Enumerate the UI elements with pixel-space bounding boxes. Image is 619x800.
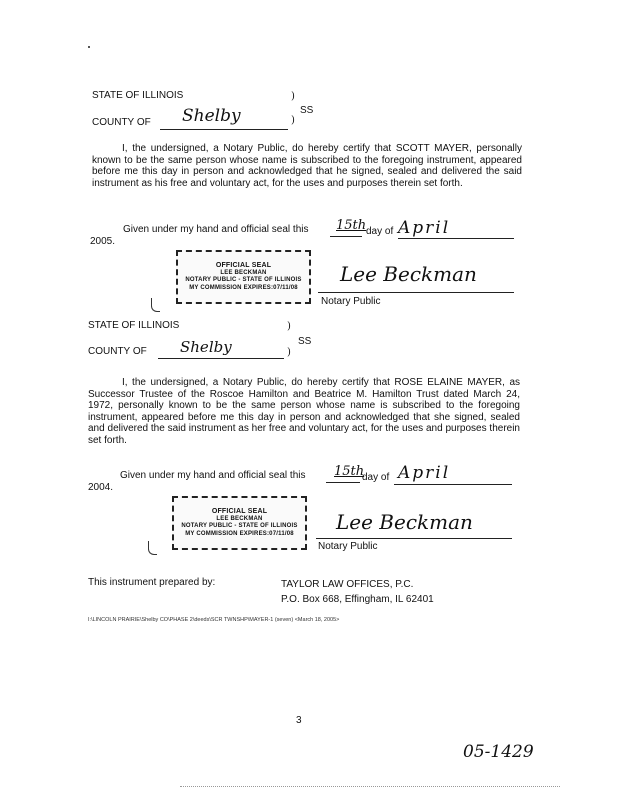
month-handwritten-1: April: [398, 218, 451, 238]
signature-line-1: [318, 292, 514, 293]
year-text-1: 2005.: [90, 236, 116, 247]
county-label-2: COUNTY OF: [88, 346, 147, 357]
state-heading-2: STATE OF ILLINOIS: [88, 320, 180, 331]
page-number: 3: [296, 715, 302, 726]
signature-line-2: [316, 538, 512, 539]
seal-line2-1: MY COMMISSION EXPIRES:07/11/08: [189, 284, 298, 291]
brace-1-top: ): [291, 91, 295, 102]
seal-line1-1: NOTARY PUBLIC - STATE OF ILLINOIS: [185, 277, 302, 283]
county-handwritten-1: Shelby: [182, 106, 241, 126]
scan-mark-1: [151, 298, 160, 312]
brace-2-bottom: ): [287, 347, 291, 358]
scan-speck: [88, 46, 90, 48]
county-handwritten-2: Shelby: [180, 338, 232, 356]
notary-public-label-1: Notary Public: [321, 296, 381, 307]
given-text-2: Given under my hand and official seal this: [120, 470, 306, 481]
file-path-footer: I:\LINCOLN PRAIRIE\Shelby CO\PHASE 2\deeds\SCR TWNSHP\MAYER-1 (seven) <March 18, 2005>: [88, 617, 340, 623]
scan-mark-2: [148, 541, 157, 555]
seal-line1-2: NOTARY PUBLIC - STATE OF ILLINOIS: [181, 523, 298, 529]
prepared-by-label: This instrument prepared by:: [88, 577, 216, 588]
day-line-2: [326, 482, 360, 483]
day-handwritten-2: 15th: [334, 464, 365, 479]
ss-label-1: SS: [300, 105, 314, 116]
notary-signature-1: Lee Beckman: [340, 262, 477, 286]
notary-public-label-2: Notary Public: [318, 541, 378, 552]
month-line-1: [398, 238, 514, 239]
seal-line2-2: MY COMMISSION EXPIRES:07/11/08: [185, 530, 294, 537]
scan-bottom-edge: [180, 786, 560, 787]
document-number-handwritten: 05-1429: [463, 742, 534, 762]
ss-label-2: SS: [298, 336, 312, 347]
day-line-1: [330, 236, 362, 237]
seal-title-1: OFFICIAL SEAL: [215, 262, 272, 269]
month-line-2: [394, 484, 512, 485]
brace-2-top: ): [287, 321, 291, 332]
seal-name-1: LEE BECKMAN: [220, 269, 267, 276]
certification-paragraph-2: I, the undersigned, a Notary Public, do hereby certify that ROSE ELAINE MAYER, as Successor Trustee of the Roscoe Hamilton and Beatrice M. Hamilton Trust dated March 24, 1972, personally known to be the same person whose name is subscribed to the foregoing instrument, appeared before me this day in person and acknowledged that she signed, sealed and delivered the said instrument as her free and voluntary act, for the uses and purposes therein set forth.: [88, 377, 520, 446]
day-of-text-1: day of: [366, 226, 394, 237]
day-handwritten-1: 15th: [336, 218, 367, 233]
county-line-2: [158, 358, 284, 359]
law-firm-address: P.O. Box 668, Effingham, IL 62401: [281, 594, 434, 605]
county-line-1: [160, 129, 288, 130]
law-firm-name: TAYLOR LAW OFFICES, P.C.: [281, 579, 414, 590]
brace-1-bottom: ): [291, 115, 295, 126]
state-heading-1: STATE OF ILLINOIS: [92, 90, 184, 101]
notary-signature-2: Lee Beckman: [336, 510, 473, 534]
seal-name-2: LEE BECKMAN: [216, 515, 263, 522]
year-text-2: 2004.: [88, 482, 114, 493]
given-text-1: Given under my hand and official seal this: [123, 224, 309, 235]
certification-paragraph-1: I, the undersigned, a Notary Public, do hereby certify that SCOTT MAYER, personally known to be the same person whose name is subscribed to the foregoing instrument, appeared before me this day in person and acknowledged that he signed, sealed and delivered the said instrument as his free and voluntary act, for the uses and purposes therein set forth.: [92, 143, 522, 189]
seal-title-2: OFFICIAL SEAL: [211, 508, 268, 515]
county-label-1: COUNTY OF: [92, 117, 151, 128]
day-of-text-2: day of: [362, 472, 390, 483]
official-seal-stamp-1: [176, 250, 311, 304]
month-handwritten-2: April: [398, 463, 451, 483]
official-seal-stamp-2: [172, 496, 307, 550]
